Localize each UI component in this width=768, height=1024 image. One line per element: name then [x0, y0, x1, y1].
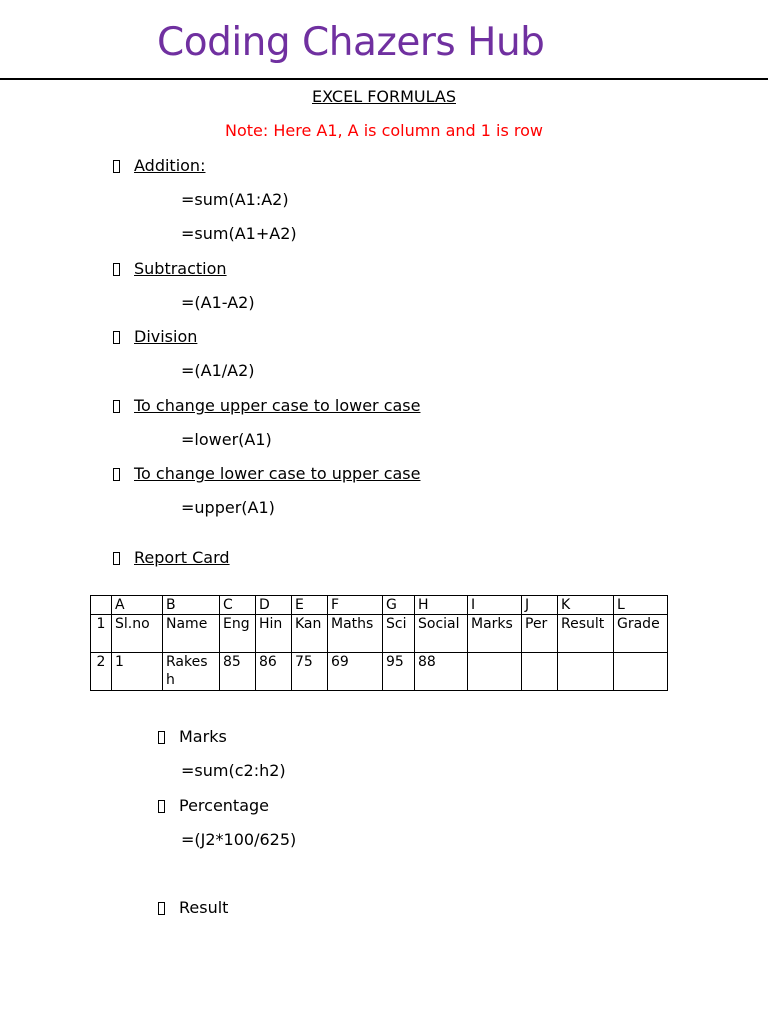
table-cell: 1 [112, 653, 163, 691]
bullet-box-icon [158, 902, 165, 915]
column-header-row [91, 596, 668, 615]
note-text: Note: Here A1, A is column and 1 is row [225, 121, 543, 140]
bullet-box-icon [113, 552, 120, 565]
lowercase-heading: To change upper case to lower case [134, 396, 421, 415]
addition-heading: Addition: [134, 156, 206, 175]
subtraction-item [113, 258, 227, 280]
column-header: D [256, 596, 292, 615]
bullet-box-icon [113, 400, 120, 413]
lowercase-item [113, 395, 420, 417]
column-header: H [415, 596, 468, 615]
table-cell [558, 653, 614, 691]
result-label: Result [179, 898, 229, 917]
column-header: A [112, 596, 163, 615]
document-title: EXCEL FORMULAS [312, 87, 456, 106]
bullet-box-icon [113, 468, 120, 481]
row-number: 1 [91, 615, 112, 653]
table-cell: 88 [415, 653, 468, 691]
table-cell [468, 653, 522, 691]
division-formula: =(A1/A2) [181, 361, 255, 380]
percentage-label: Percentage [179, 796, 270, 815]
table-cell: 85 [220, 653, 256, 691]
result-item [158, 897, 228, 919]
table-cell [522, 653, 558, 691]
addition-item [113, 155, 205, 177]
table-cell: Per [522, 615, 558, 653]
column-header: E [292, 596, 328, 615]
uppercase-item [113, 463, 420, 485]
bullet-box-icon [158, 800, 165, 813]
table-cell [614, 653, 668, 691]
table-cell: Name [163, 615, 220, 653]
report-card-heading: Report Card [134, 548, 230, 567]
percentage-item [158, 795, 269, 817]
percentage-formula: =(J2*100/625) [181, 830, 297, 849]
table-cell: Rakesh [163, 653, 220, 691]
lowercase-formula: =lower(A1) [181, 430, 272, 449]
table-cell: 86 [256, 653, 292, 691]
table-cell: Sci [383, 615, 415, 653]
table-row [91, 653, 668, 691]
header-divider [0, 78, 768, 80]
addition-formula-2: =sum(A1+A2) [181, 224, 297, 243]
column-header: L [614, 596, 668, 615]
column-header: I [468, 596, 522, 615]
subtraction-formula: =(A1-A2) [181, 293, 255, 312]
addition-formula-1: =sum(A1:A2) [181, 190, 289, 209]
division-heading: Division [134, 327, 198, 346]
table-cell: Result [558, 615, 614, 653]
bullet-box-icon [113, 331, 120, 344]
table-cell: Kan [292, 615, 328, 653]
marks-label: Marks [179, 727, 227, 746]
table-cell: 95 [383, 653, 415, 691]
column-header: K [558, 596, 614, 615]
corner-cell [91, 596, 112, 615]
table-cell: Eng [220, 615, 256, 653]
brand-title: Coding Chazers Hub [157, 20, 545, 65]
column-header: F [328, 596, 383, 615]
table-cell: Social [415, 615, 468, 653]
bullet-box-icon [113, 263, 120, 276]
subtraction-heading: Subtraction [134, 259, 227, 278]
table-cell: 75 [292, 653, 328, 691]
bullet-box-icon [158, 731, 165, 744]
report-card-item [113, 547, 230, 569]
column-header: G [383, 596, 415, 615]
table-cell: 69 [328, 653, 383, 691]
row-number: 2 [91, 653, 112, 691]
table-cell: Marks [468, 615, 522, 653]
marks-formula: =sum(c2:h2) [181, 761, 286, 780]
uppercase-heading: To change lower case to upper case [134, 464, 421, 483]
column-header: C [220, 596, 256, 615]
table-cell: Grade [614, 615, 668, 653]
table-cell: Hin [256, 615, 292, 653]
division-item [113, 326, 197, 348]
uppercase-formula: =upper(A1) [181, 498, 275, 517]
table-cell: Maths [328, 615, 383, 653]
table-cell: Sl.no [112, 615, 163, 653]
column-header: B [163, 596, 220, 615]
column-header: J [522, 596, 558, 615]
bullet-box-icon [113, 160, 120, 173]
report-card-table [90, 595, 668, 691]
table-row [91, 615, 668, 653]
marks-item [158, 726, 227, 748]
